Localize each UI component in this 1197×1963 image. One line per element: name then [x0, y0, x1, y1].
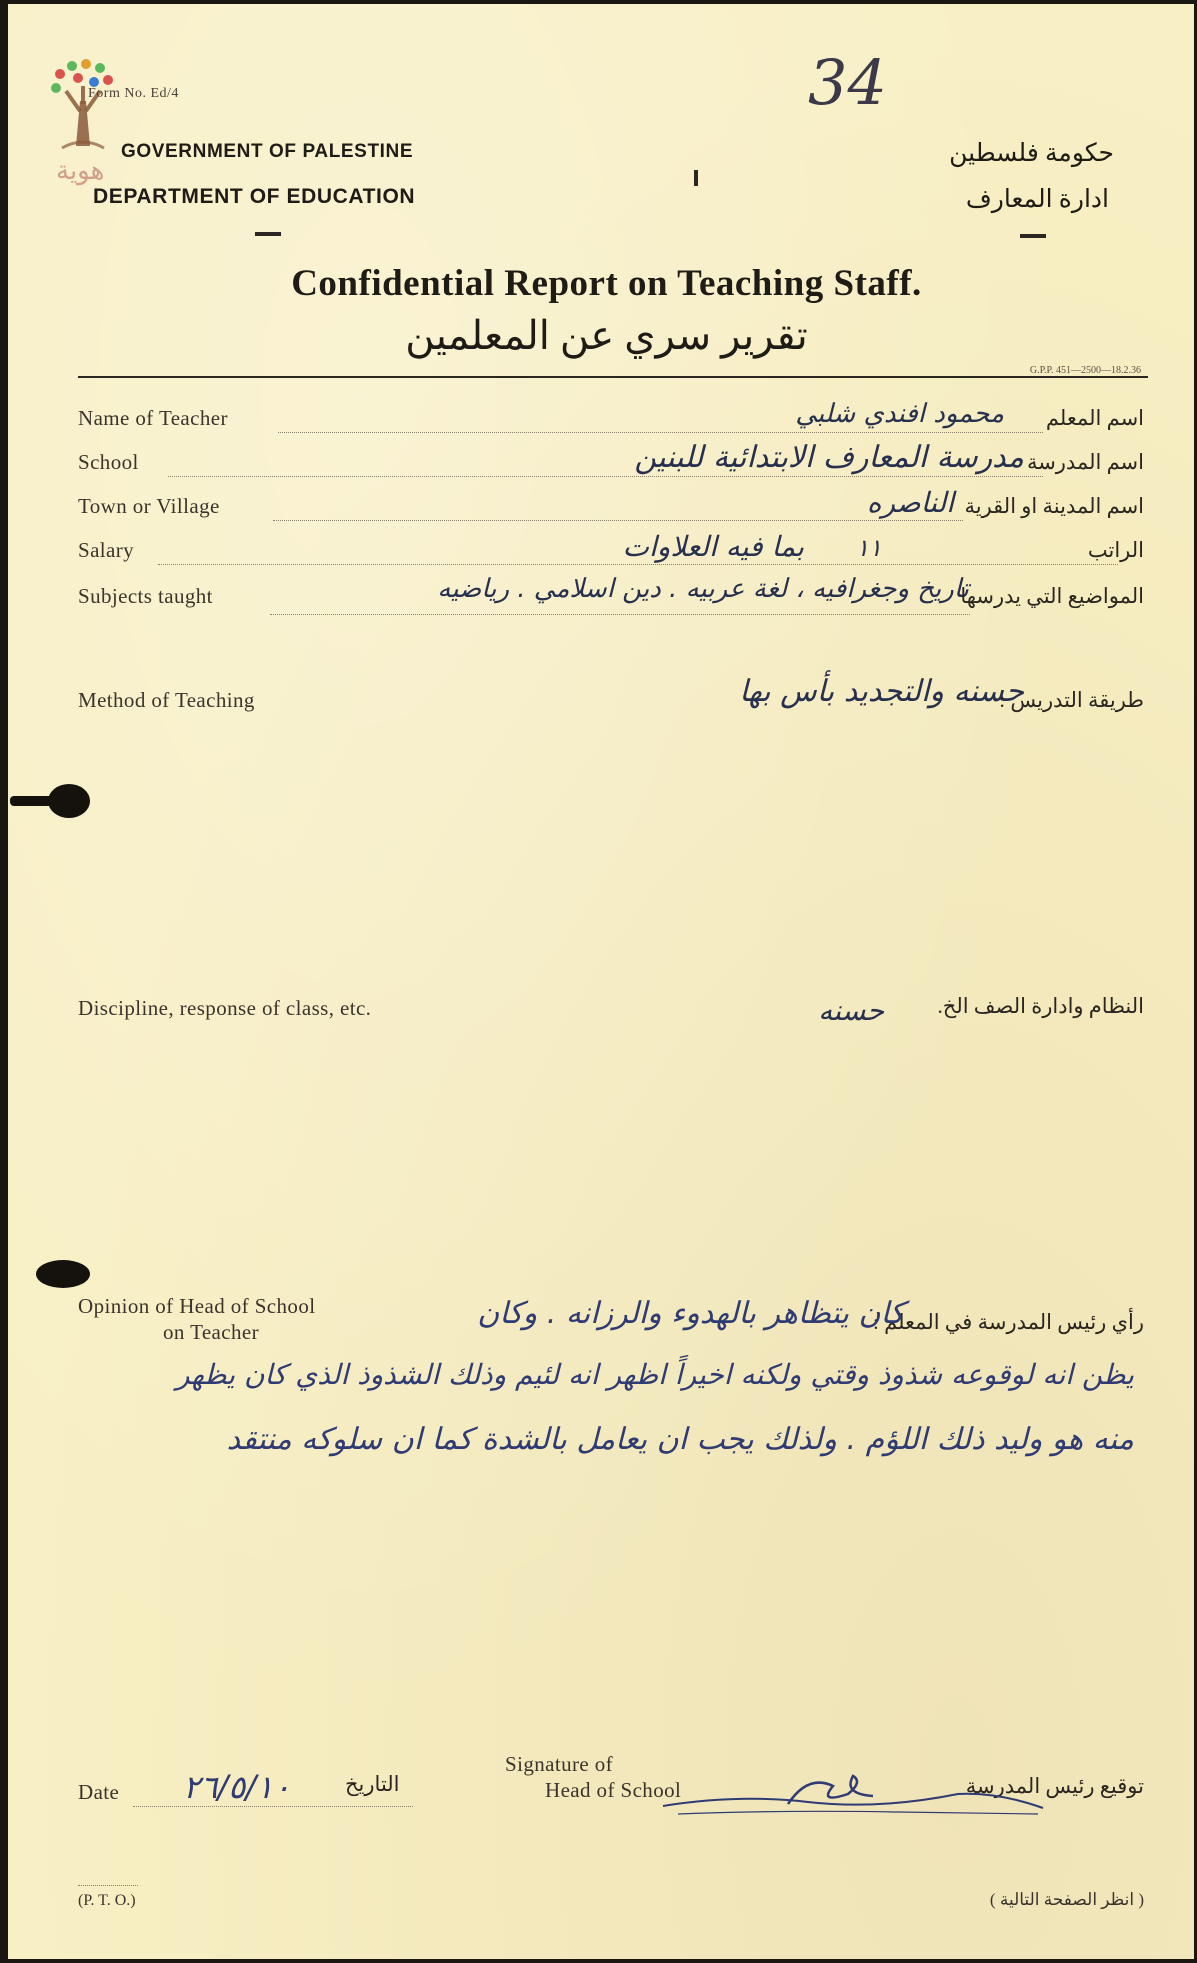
town-value: الناصره	[866, 486, 954, 519]
salary-dotted-line	[158, 564, 1118, 565]
subjects-dotted-line	[270, 614, 970, 615]
label-opinion-en-2: on Teacher	[163, 1320, 260, 1344]
label-town-en: Town or Village	[78, 494, 220, 518]
government-title-en: GOVERNMENT OF PALESTINE	[121, 141, 414, 162]
header-dash-left	[255, 232, 281, 236]
form-number: Form No. Ed/4	[88, 86, 179, 101]
label-discipline-ar: النظام وادارة الصف الخ.	[937, 994, 1144, 1018]
opinion-line-1: كان يتظاهر بالهدوء والرزانه . وكان	[477, 1296, 904, 1331]
label-discipline-en: Discipline, response of class, etc.	[78, 996, 372, 1020]
school-dotted-line	[168, 476, 1043, 477]
binder-hole-top-tab	[10, 796, 54, 806]
opinion-line-3: منه هو وليد ذلك اللؤم . ولذلك يجب ان يعامل بالشدة كما ان سلوكه منتقد	[226, 1422, 1134, 1457]
print-code: G.P.P. 451—2500—18.2.36	[1029, 365, 1141, 376]
header-dash-right	[1020, 234, 1046, 238]
ink-mark	[694, 170, 698, 186]
label-town-ar: اسم المدينة او القرية	[964, 494, 1144, 518]
label-teacher-ar: اسم المعلم	[1045, 406, 1144, 430]
report-title-en: Confidential Report on Teaching Staff.	[291, 263, 922, 304]
method-value: حسنه والتجديد بأس بها	[739, 674, 1024, 709]
pto-rule	[78, 1885, 138, 1886]
label-method-en: Method of Teaching	[78, 688, 255, 712]
department-title-ar: ادارة المعارف	[965, 186, 1109, 213]
logo-text: هوية	[56, 156, 105, 186]
signature-scribble-icon	[658, 1764, 1048, 1824]
school-value: مدرسة المعارف الابتدائية للبنين	[634, 440, 1024, 475]
salary-mark: ١١	[856, 534, 882, 562]
teacher-name-value: محمود افندي شلبي	[795, 399, 1004, 429]
report-title-ar: تقرير سري عن المعلمين	[405, 313, 808, 358]
label-salary-ar: الراتب	[1087, 538, 1144, 562]
label-date-ar: التاريخ	[345, 1772, 400, 1796]
label-signature-2: Head of School	[545, 1778, 682, 1802]
label-signature-ar: توقيع رئيس المدرسة	[965, 1774, 1144, 1798]
label-date-en: Date	[78, 1780, 120, 1804]
subjects-value: تاريخ وجغرافيه ، لغة عربيه . دين اسلامي . رياضيه	[437, 574, 969, 604]
label-salary-en: Salary	[78, 538, 135, 562]
pto-ar: ( انظر الصفحة التالية )	[989, 1890, 1144, 1909]
label-subjects-en: Subjects taught	[78, 584, 213, 608]
label-teacher-en: Name of Teacher	[78, 406, 228, 430]
salary-value: بما فيه العلاوات	[622, 530, 804, 563]
pto-en: (P. T. O.)	[78, 1892, 136, 1909]
label-method-ar: طريقة التدريس :	[999, 688, 1144, 712]
handwritten-signature	[658, 1764, 1048, 1824]
title-rule	[78, 376, 1148, 378]
handwritten-page-number: 34	[808, 46, 887, 119]
archive-logo	[48, 56, 118, 206]
label-school-ar: اسم المدرسة	[1026, 450, 1144, 474]
government-title-ar: حكومة فلسطين	[949, 140, 1114, 167]
label-opinion-en-1: Opinion of Head of School	[78, 1294, 316, 1318]
report-form-page	[8, 4, 1194, 1959]
label-school-en: School	[78, 450, 139, 474]
town-dotted-line	[273, 520, 963, 521]
teacher-dotted-line	[278, 432, 1043, 433]
date-value: ٢٦/٥/١٠	[183, 1768, 291, 1806]
date-dotted-line	[133, 1806, 413, 1807]
binder-hole-bottom	[36, 1260, 90, 1288]
opinion-line-2: يظن انه لوقوعه شذوذ وقتي ولكنه اخيراً اظهر انه لئيم وذلك الشذوذ الذي كان يظهر	[175, 1358, 1134, 1391]
discipline-value: حسنه	[818, 994, 884, 1027]
label-subjects-ar: المواضيع التي يدرسها	[960, 584, 1144, 608]
department-title-en: DEPARTMENT OF EDUCATION	[93, 185, 416, 208]
label-opinion-ar: رأي رئيس المدرسة في المعلم :	[873, 1310, 1144, 1334]
label-signature-1: Signature of	[505, 1752, 614, 1776]
binder-hole-top	[48, 784, 90, 818]
